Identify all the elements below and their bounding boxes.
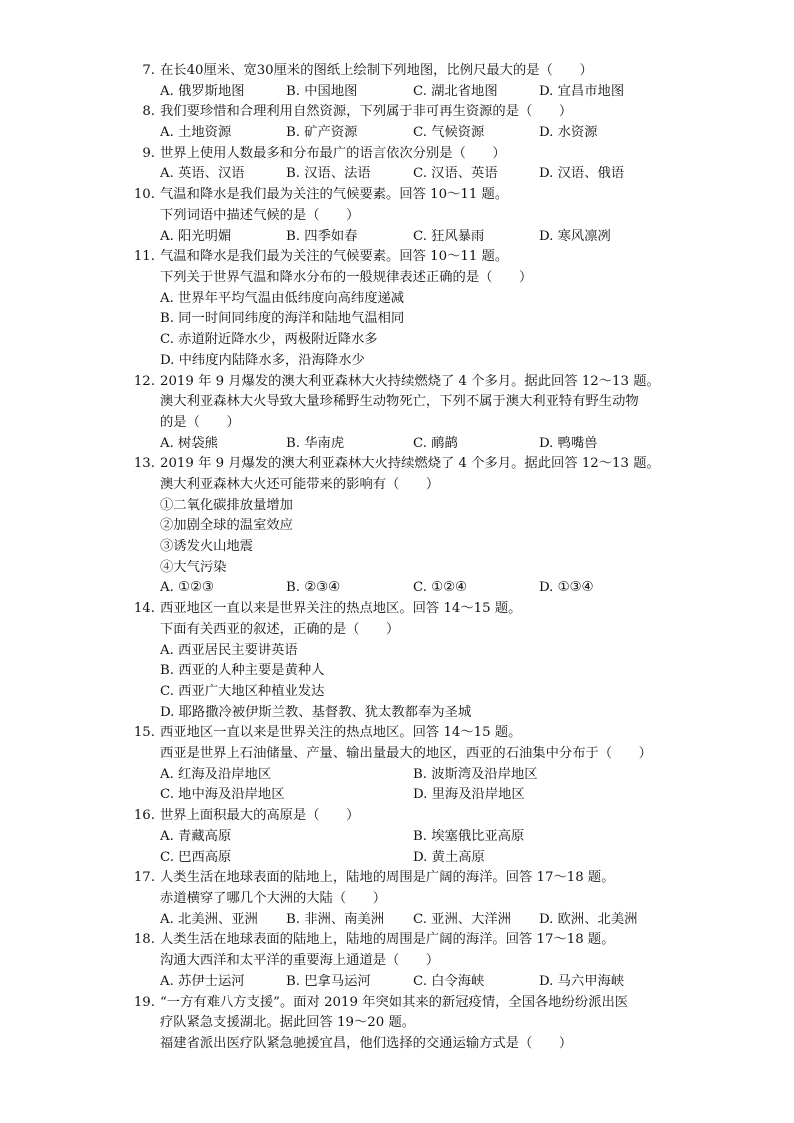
answer-option[interactable]: A. 世界年平均气温由低纬度向高纬度递减 [160,290,405,306]
answer-option[interactable]: C. 狂风暴雨 [413,228,485,244]
answer-option[interactable]: C. ①②④ [413,580,467,596]
answer-option[interactable]: A. 红海及沿岸地区 [160,766,272,782]
question-number: 13. [133,456,155,472]
options-row [133,82,693,103]
question-stem-line [133,806,693,827]
question-text-line: ④大气污染 [160,559,227,575]
options-row [133,123,693,144]
question-stem-line [133,868,693,889]
question-number: 9. [142,145,155,161]
question-18 [133,930,693,992]
answer-option[interactable]: B. 波斯湾及沿岸地区 [413,766,538,782]
answer-option[interactable]: B. 四季如春 [286,228,358,244]
question-stem-line [133,454,693,475]
answer-option[interactable]: D. 水资源 [539,125,598,141]
options-row [133,578,693,599]
answer-option[interactable]: B. 西亚的人种主要是黄种人 [160,663,325,679]
question-stem-line [133,993,693,1014]
answer-option[interactable]: A. 阳光明媚 [160,228,232,244]
answer-option[interactable]: B. 中国地图 [286,83,358,99]
question-text-line: ③诱发火山地震 [160,539,254,555]
question-13 [133,454,693,599]
question-10 [133,185,693,247]
answer-option[interactable]: C. 汉语、英语 [413,166,498,182]
question-number: 19. [133,994,155,1010]
question-stem: 西亚地区一直以来是世界关注的热点地区。回答 14～15 题。 [160,725,522,741]
answer-option[interactable]: B. 汉语、法语 [286,166,371,182]
question-text-line: 疗队紧急支援湖北。据此回答 19～20 题。 [160,1015,416,1031]
answer-option[interactable]: A. 土地资源 [160,125,232,141]
question-16 [133,806,693,868]
answer-option[interactable]: D. 宜昌市地图 [539,83,625,99]
answer-option[interactable]: B. 同一时间同纬度的海洋和陆地气温相同 [160,311,405,327]
question-stem: 人类生活在地球表面的陆地上，陆地的周围是广阔的海洋。回答 17～18 题。 [160,870,615,886]
question-text-line: 下列关于世界气温和降水分布的一般规律表述正确的是（ ） [160,269,533,285]
answer-option[interactable]: C. 湖北省地图 [413,83,498,99]
question-number: 11. [133,249,155,265]
answer-option[interactable]: D. 鸭嘴兽 [539,435,598,451]
answer-option[interactable]: B. 巴拿马运河 [286,973,371,989]
options-row [133,910,693,931]
answer-option[interactable]: A. 青藏高原 [160,828,232,844]
question-stem: 西亚地区一直以来是世界关注的热点地区。回答 14～15 题。 [160,601,522,617]
question-stem: 气温和降水是我们最为关注的气候要素。回答 10～11 题。 [160,249,509,265]
answer-option[interactable]: A. 西亚居民主要讲英语 [160,642,298,658]
question-stem: 在长40厘米、宽30厘米的图纸上绘制下列地图，比例尺最大的是（ ） [160,63,593,78]
answer-option[interactable]: C. 西亚广大地区种植业发达 [160,683,325,699]
question-stem-line [133,102,693,123]
question-text-line: 沟通大西洋和太平洋的重要海上通道是（ ） [160,953,440,969]
options-row [133,164,693,185]
options-row [133,848,693,869]
answer-option[interactable]: C. 白令海峡 [413,973,485,989]
question-text-line: 赤道横穿了哪几个大洲的大陆（ ） [160,890,387,906]
question-stem-line [133,723,693,744]
answer-option[interactable]: D. 中纬度内陆降水多，沿海降水少 [160,352,365,368]
answer-option[interactable]: D. 欧洲、北美洲 [539,911,638,927]
answer-option[interactable]: A. 北美洲、亚洲 [160,911,258,927]
answer-option[interactable]: B. ②③④ [286,580,340,596]
answer-option[interactable]: D. ①③④ [539,580,594,596]
answer-option[interactable]: B. 非洲、南美洲 [286,911,385,927]
answer-option[interactable]: D. 黄土高原 [413,849,485,865]
options-row [133,972,693,993]
options-row [133,827,693,848]
question-stem: 气温和降水是我们最为关注的气候要素。回答 10～11 题。 [160,187,509,203]
answer-option[interactable]: B. 埃塞俄比亚高原 [413,828,525,844]
question-11 [133,247,693,371]
answer-option[interactable]: D. 里海及沿岸地区 [413,787,525,803]
question-stem: 2019 年 9 月爆发的澳大利亚森林大火持续燃烧了 4 个多月。据此回答 12～13 题。 [160,456,660,472]
question-stem: 2019 年 9 月爆发的澳大利亚森林大火持续燃烧了 4 个多月。据此回答 12～13 题。 [160,373,660,389]
answer-option[interactable]: A. 苏伊士运河 [160,973,245,989]
answer-option[interactable]: B. 华南虎 [286,435,345,451]
question-number: 17. [133,870,155,886]
question-stem-line [133,372,693,393]
question-stem: 世界上面积最大的高原是（ ） [160,808,360,824]
answer-option[interactable]: D. 寒风凛冽 [539,228,611,244]
question-stem: 世界上使用人数最多和分布最广的语言依次分别是（ ） [160,145,506,161]
question-text-line: 福建省派出医疗队紧急驰援宜昌，他们选择的交通运输方式是（ ） [160,1035,573,1051]
question-12 [133,372,693,455]
question-text-line: 下列词语中描述气候的是（ ） [160,207,360,223]
question-number: 18. [133,932,155,948]
options-row [133,765,693,786]
question-stem-line [133,61,693,82]
question-number: 8. [142,104,155,120]
question-17 [133,868,693,930]
answer-option[interactable]: C. 赤道附近降水少，两极附近降水多 [160,332,378,348]
answer-option[interactable]: C. 地中海及沿岸地区 [160,787,285,803]
question-text-line: 西亚是世界上石油储量、产量、输出量最大的地区，西亚的石油集中分布于（ ） [160,746,652,762]
question-stem: “一方有难八方支援”。面对 2019 年突如其来的新冠疫情，全国各地纷纷派出医 [160,994,629,1010]
question-19 [133,993,693,1055]
question-text-line: 澳大利亚森林大火还可能带来的影响有（ ） [160,476,440,492]
question-text-line: 澳大利亚森林大火导致大量珍稀野生动物死亡，下列不属于澳大利亚特有野生动物 [160,394,639,410]
answer-option[interactable]: C. 气候资源 [413,125,485,141]
question-number: 7. [142,63,155,78]
question-text-line: ①二氧化碳排放量增加 [160,497,293,513]
question-stem-line [133,930,693,951]
question-stem-line [133,144,693,165]
answer-option[interactable]: C. 亚洲、大洋洲 [413,911,511,927]
question-stem-line [133,247,693,268]
question-15 [133,723,693,806]
answer-option[interactable]: C. 巴西高原 [160,849,232,865]
question-9 [133,144,693,185]
answer-option[interactable]: D. 耶路撒冷被伊斯兰教、基督教、犹太教都奉为圣城 [160,704,472,720]
question-number: 12. [133,373,155,389]
options-row [133,785,693,806]
answer-option[interactable]: C. 鸸鹋 [413,435,458,451]
question-number: 10. [133,187,155,203]
question-number: 16. [133,808,155,824]
answer-option[interactable]: A. ①②③ [160,580,214,596]
options-row [133,227,693,248]
question-text-line: ②加剧全球的温室效应 [160,518,293,534]
answer-option[interactable]: D. 汉语、俄语 [539,166,625,182]
question-stem: 人类生活在地球表面的陆地上，陆地的周围是广阔的海洋。回答 17～18 题。 [160,932,615,948]
question-8 [133,102,693,143]
answer-option[interactable]: D. 马六甲海峡 [539,973,625,989]
question-stem-line [133,185,693,206]
question-stem: 我们要珍惜和合理利用自然资源，下列属于非可再生资源的是（ ） [160,104,573,120]
question-number: 15. [133,725,155,741]
question-text-line: 的是（ ） [160,414,240,430]
options-row [133,434,693,455]
question-stem-line [133,599,693,620]
answer-option[interactable]: B. 矿产资源 [286,125,358,141]
question-text-line: 下面有关西亚的叙述，正确的是（ ） [160,621,400,637]
answer-option[interactable]: A. 俄罗斯地图 [160,83,245,99]
answer-option[interactable]: A. 树袋熊 [160,435,218,451]
answer-option[interactable]: A. 英语、汉语 [160,166,245,182]
question-7 [133,61,693,102]
question-14 [133,599,693,723]
question-number: 14. [133,601,155,617]
